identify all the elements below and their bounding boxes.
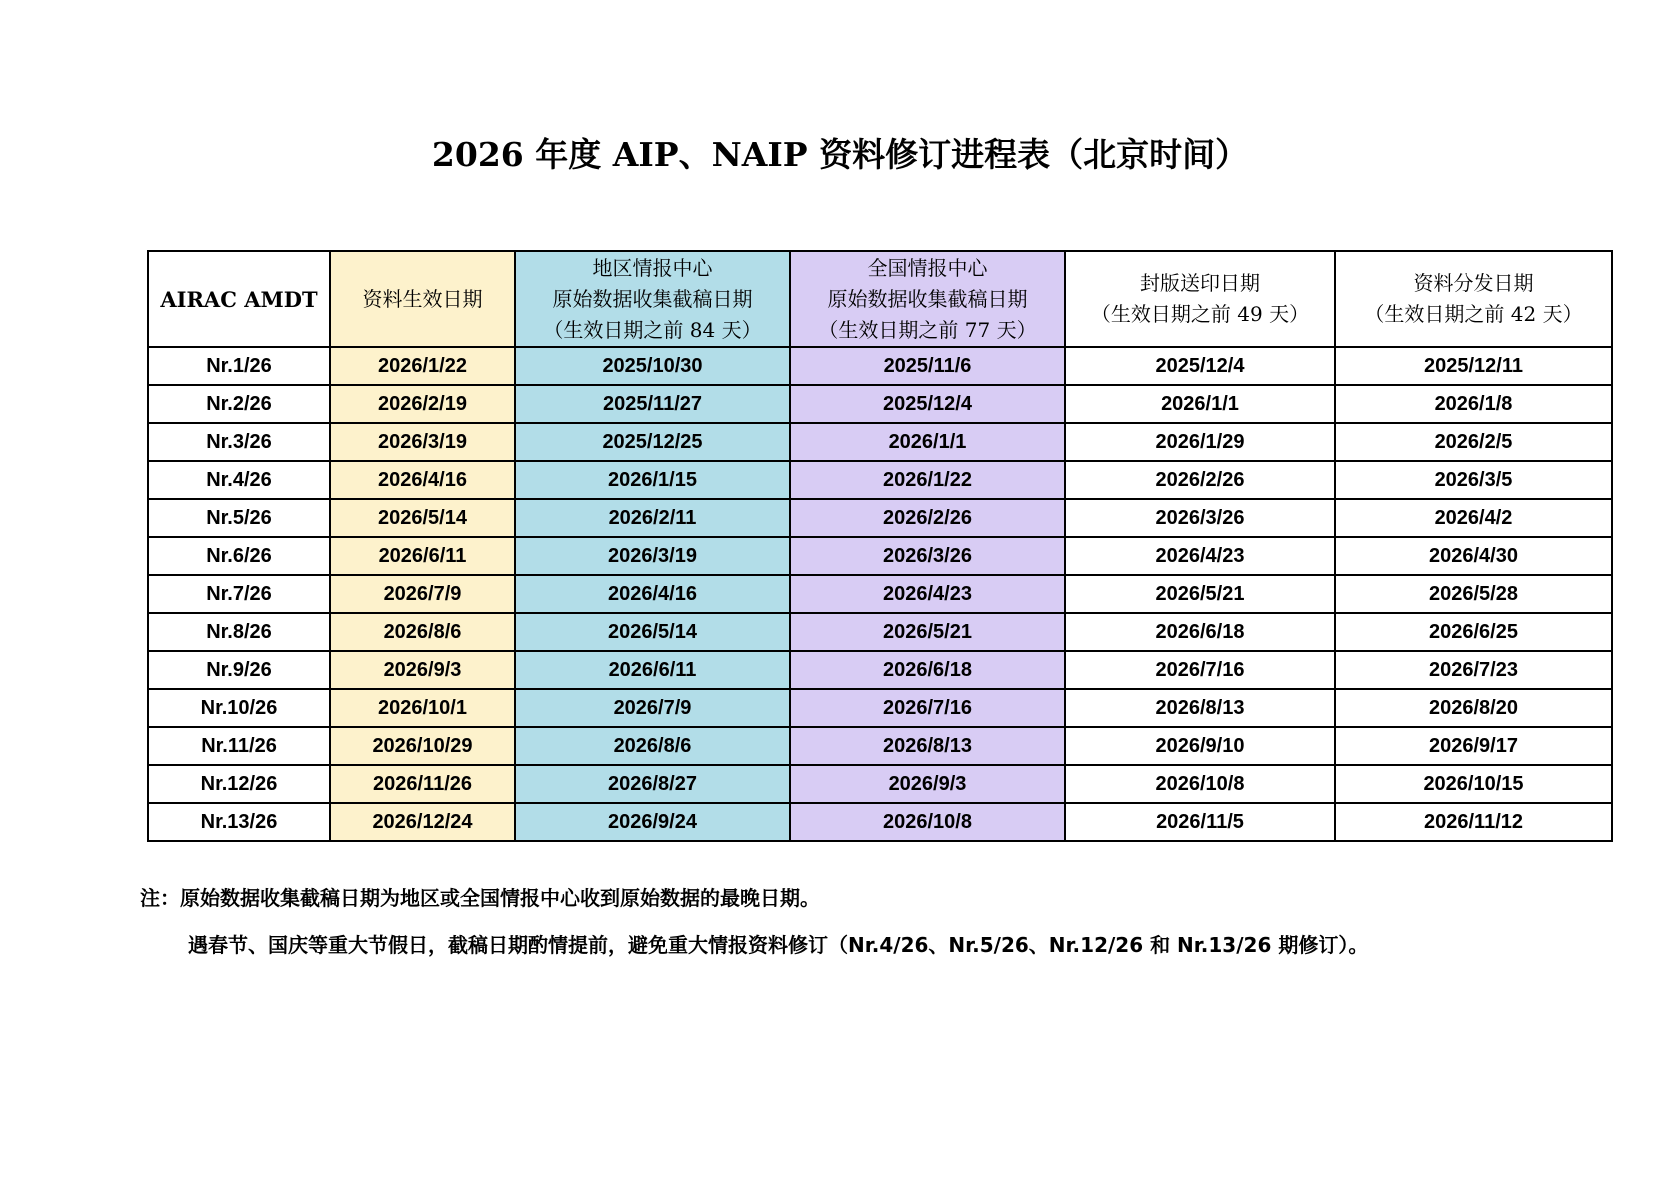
cell-effective-date: 2026/6/11 (330, 537, 515, 575)
cell-effective-date: 2026/12/24 (330, 803, 515, 841)
header-line: （生效日期之前 49 天） (1090, 302, 1310, 326)
header-print-date (1065, 251, 1335, 347)
cell-regional-deadline: 2026/1/15 (515, 461, 790, 499)
cell-distribution-date: 2026/10/15 (1335, 765, 1612, 803)
cell-national-deadline: 2026/8/13 (790, 727, 1065, 765)
table-body (148, 347, 1612, 841)
cell-print-date: 2026/1/1 (1065, 385, 1335, 423)
cell-amdt: Nr.10/26 (148, 689, 330, 727)
cell-regional-deadline: 2025/11/27 (515, 385, 790, 423)
cell-effective-date: 2026/7/9 (330, 575, 515, 613)
cell-national-deadline: 2026/2/26 (790, 499, 1065, 537)
cell-amdt: Nr.12/26 (148, 765, 330, 803)
header-distribution-date (1335, 251, 1612, 347)
cell-regional-deadline: 2026/5/14 (515, 613, 790, 651)
table-row (148, 803, 1612, 841)
cell-national-deadline: 2026/5/21 (790, 613, 1065, 651)
table-row (148, 727, 1612, 765)
cell-amdt: Nr.8/26 (148, 613, 330, 651)
header-line: 资料生效日期 (362, 286, 483, 311)
amendment-schedule-table (147, 250, 1613, 842)
cell-regional-deadline: 2025/12/25 (515, 423, 790, 461)
table-row (148, 499, 1612, 537)
cell-distribution-date: 2026/2/5 (1335, 423, 1612, 461)
cell-print-date: 2026/6/18 (1065, 613, 1335, 651)
cell-national-deadline: 2026/4/23 (790, 575, 1065, 613)
cell-print-date: 2025/12/4 (1065, 347, 1335, 385)
cell-distribution-date: 2026/1/8 (1335, 385, 1612, 423)
header-line: （生效日期之前 84 天） (543, 317, 762, 342)
table-row (148, 423, 1612, 461)
cell-distribution-date: 2026/6/25 (1335, 613, 1612, 651)
cell-print-date: 2026/4/23 (1065, 537, 1335, 575)
cell-regional-deadline: 2026/7/9 (515, 689, 790, 727)
cell-regional-deadline: 2026/3/19 (515, 537, 790, 575)
cell-amdt: Nr.6/26 (148, 537, 330, 575)
header-line: AIRAC AMDT (160, 286, 318, 312)
cell-amdt: Nr.4/26 (148, 461, 330, 499)
cell-amdt: Nr.3/26 (148, 423, 330, 461)
table-row (148, 651, 1612, 689)
table-row (148, 575, 1612, 613)
cell-regional-deadline: 2026/8/6 (515, 727, 790, 765)
cell-amdt: Nr.1/26 (148, 347, 330, 385)
table-row (148, 613, 1612, 651)
cell-amdt: Nr.7/26 (148, 575, 330, 613)
cell-national-deadline: 2026/1/1 (790, 423, 1065, 461)
cell-effective-date: 2026/3/19 (330, 423, 515, 461)
header-effective-date (330, 251, 515, 347)
cell-distribution-date: 2026/5/28 (1335, 575, 1612, 613)
header-line: 封版送印日期 (1140, 271, 1260, 295)
note-definition: 注：原始数据收集截稿日期为地区或全国情报中心收到原始数据的最晚日期。 (140, 886, 820, 910)
table-row (148, 689, 1612, 727)
cell-print-date: 2026/8/13 (1065, 689, 1335, 727)
cell-print-date: 2026/2/26 (1065, 461, 1335, 499)
cell-effective-date: 2026/10/29 (330, 727, 515, 765)
cell-regional-deadline: 2026/6/11 (515, 651, 790, 689)
cell-print-date: 2026/7/16 (1065, 651, 1335, 689)
cell-print-date: 2026/11/5 (1065, 803, 1335, 841)
header-line: 原始数据收集截稿日期 (552, 286, 753, 311)
cell-amdt: Nr.5/26 (148, 499, 330, 537)
cell-national-deadline: 2025/12/4 (790, 385, 1065, 423)
table-row (148, 461, 1612, 499)
cell-national-deadline: 2026/10/8 (790, 803, 1065, 841)
cell-print-date: 2026/10/8 (1065, 765, 1335, 803)
page-title: 2026 年度 AIP、NAIP 资料修订进程表（北京时间） (431, 135, 1249, 174)
cell-distribution-date: 2025/12/11 (1335, 347, 1612, 385)
cell-national-deadline: 2026/7/16 (790, 689, 1065, 727)
cell-regional-deadline: 2025/10/30 (515, 347, 790, 385)
table-row (148, 385, 1612, 423)
cell-distribution-date: 2026/7/23 (1335, 651, 1612, 689)
header-line: 地区情报中心 (592, 255, 713, 280)
cell-amdt: Nr.9/26 (148, 651, 330, 689)
cell-effective-date: 2026/8/6 (330, 613, 515, 651)
cell-effective-date: 2026/10/1 (330, 689, 515, 727)
cell-distribution-date: 2026/8/20 (1335, 689, 1612, 727)
cell-effective-date: 2026/4/16 (330, 461, 515, 499)
cell-distribution-date: 2026/11/12 (1335, 803, 1612, 841)
header-line: 全国情报中心 (867, 255, 988, 280)
cell-distribution-date: 2026/4/2 (1335, 499, 1612, 537)
cell-distribution-date: 2026/3/5 (1335, 461, 1612, 499)
cell-amdt: Nr.11/26 (148, 727, 330, 765)
header-national-deadline (790, 251, 1065, 347)
header-line: 原始数据收集截稿日期 (827, 286, 1028, 311)
cell-national-deadline: 2026/3/26 (790, 537, 1065, 575)
cell-effective-date: 2026/1/22 (330, 347, 515, 385)
cell-print-date: 2026/9/10 (1065, 727, 1335, 765)
cell-national-deadline: 2026/9/3 (790, 765, 1065, 803)
cell-amdt: Nr.2/26 (148, 385, 330, 423)
cell-effective-date: 2026/11/26 (330, 765, 515, 803)
cell-national-deadline: 2025/11/6 (790, 347, 1065, 385)
note-holiday: 遇春节、国庆等重大节假日，截稿日期酌情提前，避免重大情报资料修订（Nr.4/26、Nr.5/26、Nr.12/26 和 Nr.13/26 期修订）。 (188, 933, 1369, 957)
cell-distribution-date: 2026/9/17 (1335, 727, 1612, 765)
cell-regional-deadline: 2026/8/27 (515, 765, 790, 803)
table-row (148, 537, 1612, 575)
header-regional-deadline (515, 251, 790, 347)
header-line: 资料分发日期 (1413, 271, 1534, 295)
header-airac-amdt (148, 251, 330, 347)
cell-regional-deadline: 2026/4/16 (515, 575, 790, 613)
cell-regional-deadline: 2026/2/11 (515, 499, 790, 537)
cell-national-deadline: 2026/1/22 (790, 461, 1065, 499)
table-row (148, 347, 1612, 385)
table-header-row (148, 251, 1612, 347)
table-row (148, 765, 1612, 803)
cell-national-deadline: 2026/6/18 (790, 651, 1065, 689)
header-line: （生效日期之前 42 天） (1364, 302, 1583, 326)
cell-effective-date: 2026/5/14 (330, 499, 515, 537)
cell-print-date: 2026/1/29 (1065, 423, 1335, 461)
notes (140, 883, 1600, 960)
cell-print-date: 2026/5/21 (1065, 575, 1335, 613)
cell-amdt: Nr.13/26 (148, 803, 330, 841)
header-line: （生效日期之前 77 天） (818, 317, 1037, 342)
cell-print-date: 2026/3/26 (1065, 499, 1335, 537)
cell-effective-date: 2026/9/3 (330, 651, 515, 689)
cell-distribution-date: 2026/4/30 (1335, 537, 1612, 575)
cell-regional-deadline: 2026/9/24 (515, 803, 790, 841)
cell-effective-date: 2026/2/19 (330, 385, 515, 423)
